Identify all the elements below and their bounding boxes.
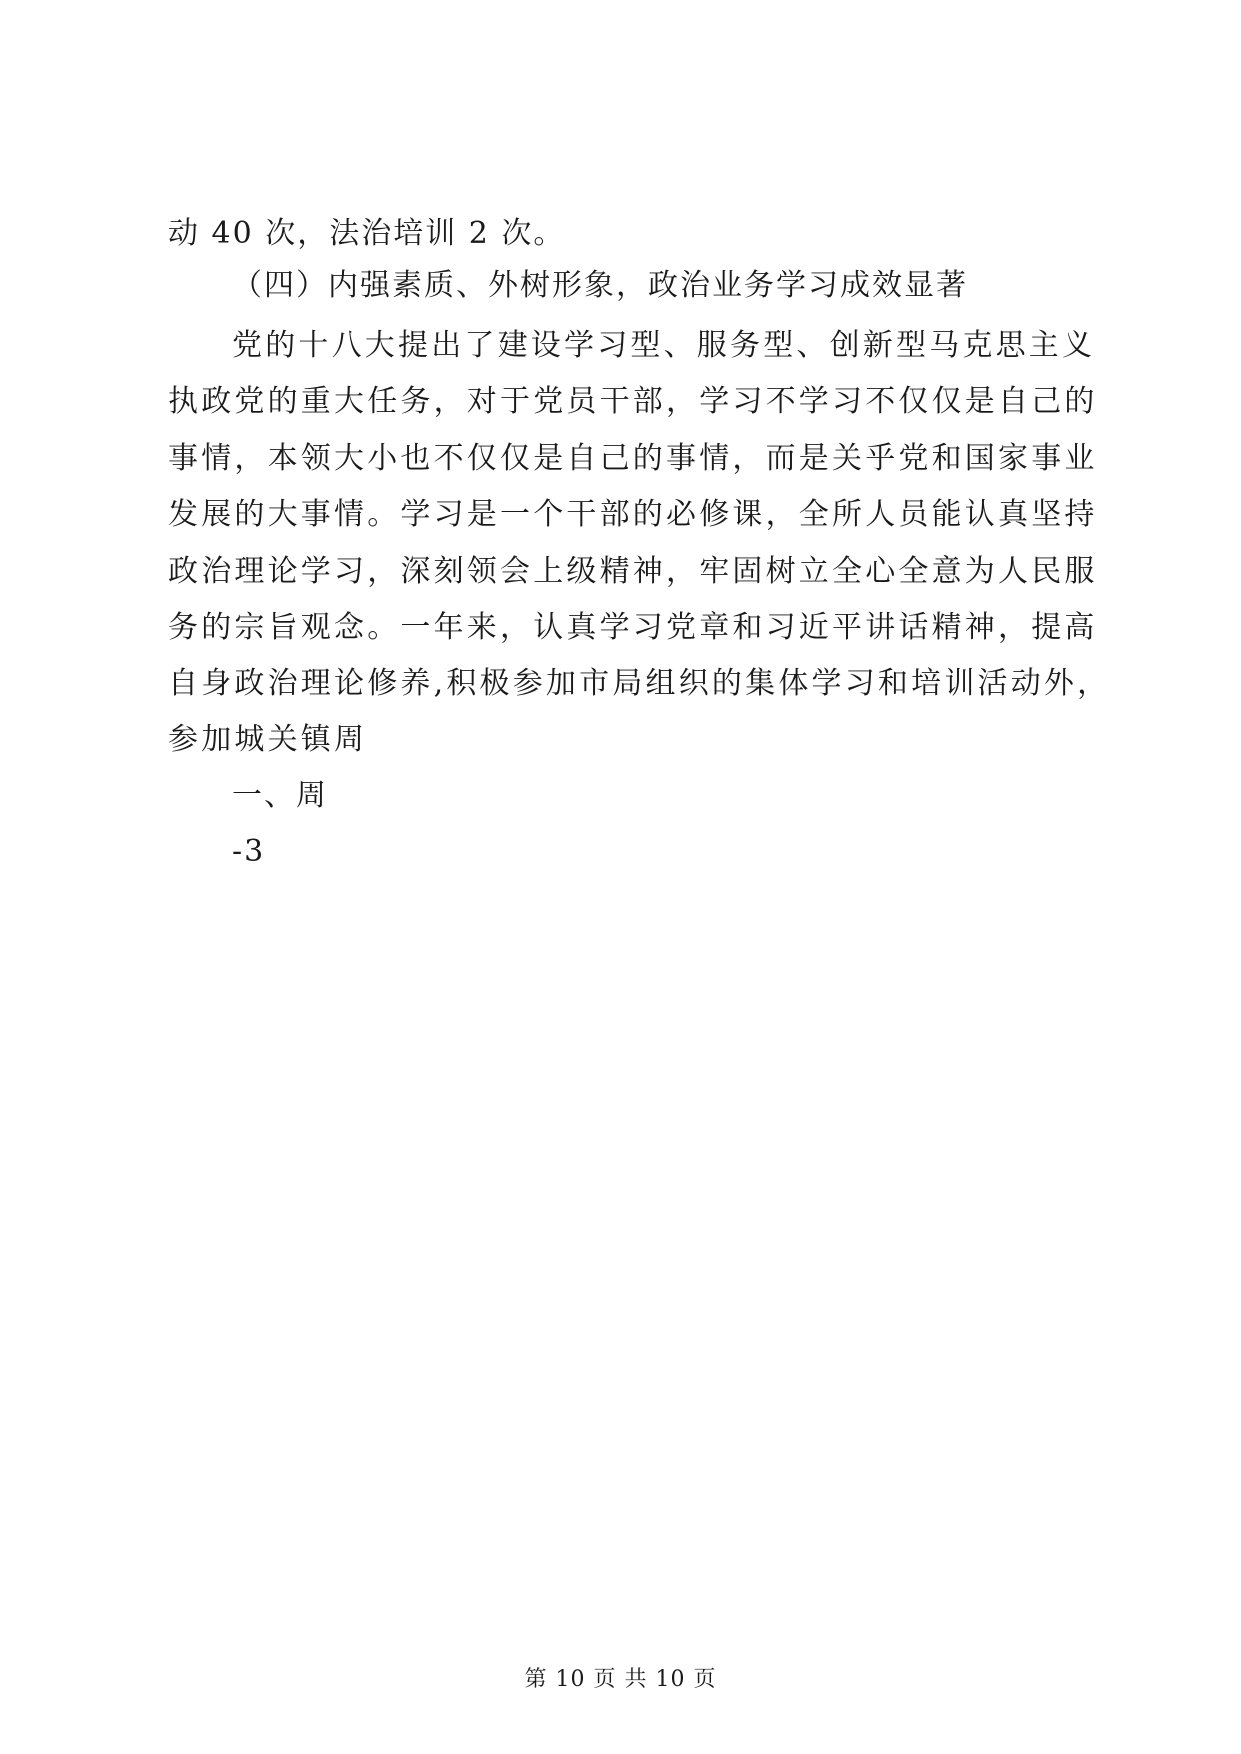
paragraph-line-6: 务的宗旨观念。一年来，认真学习党章和习近平讲话精神，提高 <box>168 610 1098 645</box>
fragment-line: -3 <box>232 834 266 869</box>
paragraph-line-5: 政治理论学习，深刻领会上级精神，牢固树立全心全意为人民服 <box>168 554 1098 589</box>
paragraph-line-8: 参加城关镇周 <box>168 722 368 757</box>
paragraph-line-4: 发展的大事情。学习是一个干部的必修课，全所人员能认真坚持 <box>168 497 1098 532</box>
paragraph-line-7: 自身政治理论修养,积极参加市局组织的集体学习和培训活动外， <box>168 666 1111 701</box>
section-heading-four: （四）内强素质、外树形象，政治业务学习成效显著 <box>232 268 968 303</box>
list-heading-one: 一、周 <box>232 778 328 813</box>
page-number-footer: 第 10 页 共 10 页 <box>524 1667 717 1692</box>
text-line-continuation: 动 40 次，法治培训 2 次。 <box>168 216 566 251</box>
paragraph-line-1: 党的十八大提出了建设学习型、服务型、创新型马克思主义 <box>232 328 1096 363</box>
paragraph-line-3: 事情，本领大小也不仅仅是自己的事情，而是关乎党和国家事业 <box>168 441 1098 476</box>
paragraph-line-2: 执政党的重大任务，对于党员干部，学习不学习不仅仅是自己的 <box>168 384 1098 419</box>
